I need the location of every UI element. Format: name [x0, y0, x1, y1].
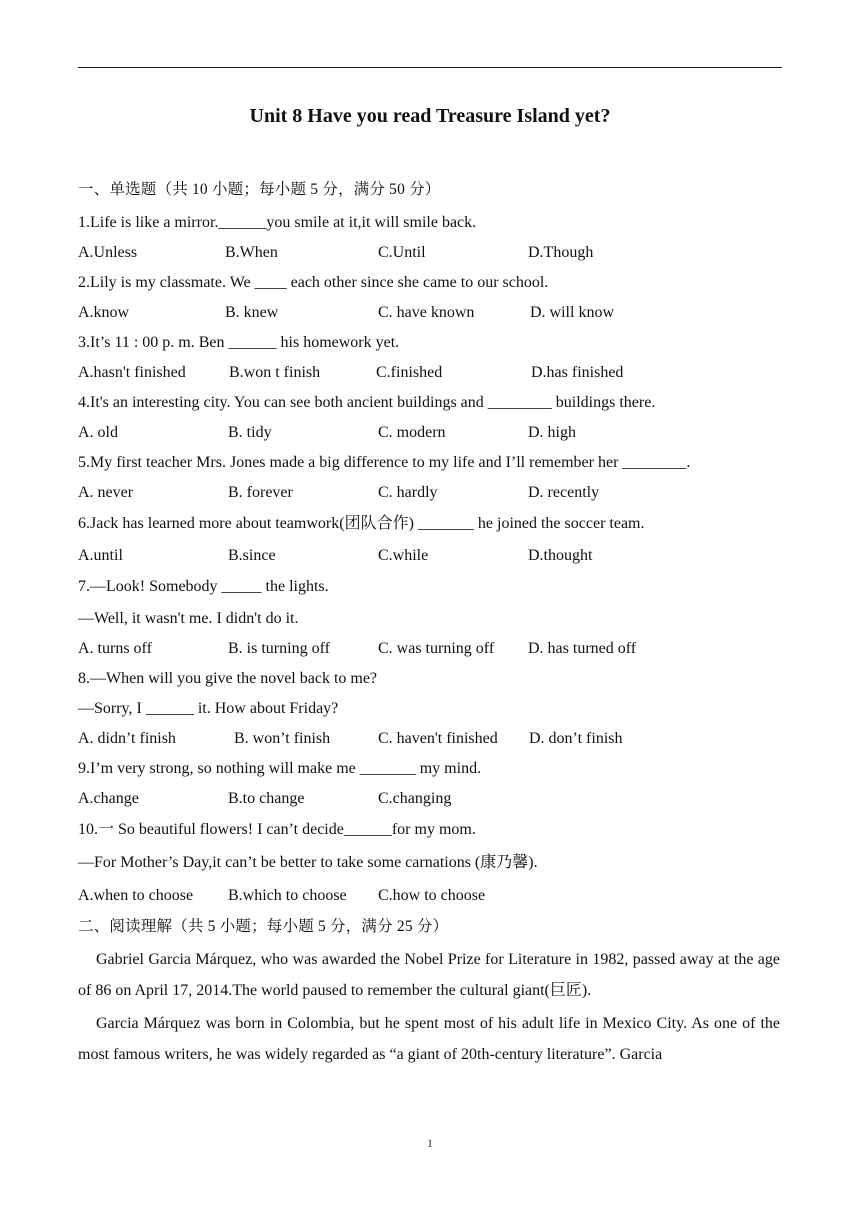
q2-option-a: A.know [78, 304, 130, 321]
question-8-response: —Sorry, I ______ it. How about Friday? [78, 700, 339, 717]
question-10-stem: 10.一 So beautiful flowers! I can’t decide______for my mom. [78, 821, 476, 838]
q10-option-c: C.how to choose [378, 887, 486, 904]
q7-option-c: C. was turning off [378, 640, 495, 657]
q8-option-d: D. don’t finish [529, 730, 623, 747]
q6-option-c: C.while [378, 547, 429, 564]
q5-option-c: C. hardly [378, 484, 438, 501]
question-6-stem: 6.Jack has learned more about teamwork(团队合作) _______ he joined the soccer team. [78, 515, 645, 532]
q8-option-c: C. haven't finished [378, 730, 498, 747]
q5-option-a: A. never [78, 484, 134, 501]
question-7-stem: 7.—Look! Somebody _____ the lights. [78, 578, 329, 595]
header-rule [78, 67, 782, 68]
q9-option-a: A.change [78, 790, 139, 807]
q9-option-b: B.to change [228, 790, 305, 807]
question-1-stem: 1.Life is like a mirror.______you smile at it,it will smile back. [78, 214, 477, 231]
q5-option-b: B. forever [228, 484, 293, 501]
q8-option-b: B. won’t finish [234, 730, 331, 747]
q10-option-b: B.which to choose [228, 887, 347, 904]
section-heading-single-choice: 一、单选题（共 10 小题；每小题 5 分，满分 50 分） [78, 181, 441, 198]
q8-option-a: A. didn’t finish [78, 730, 176, 747]
q4-option-c: C. modern [378, 424, 446, 441]
question-5-stem: 5.My first teacher Mrs. Jones made a big difference to my life and I’ll remember her ________. [78, 454, 691, 471]
q6-option-d: D.thought [528, 547, 593, 564]
q7-option-d: D. has turned off [528, 640, 637, 657]
q1-option-d: D.Though [528, 244, 594, 261]
q3-option-a: A.hasn't finished [78, 364, 186, 381]
q3-option-c: C.finished [376, 364, 443, 381]
question-2-stem: 2.Lily is my classmate. We ____ each other since she came to our school. [78, 274, 549, 291]
reading-paragraph-2: Garcia Márquez was born in Colombia, but he spent most of his adult life in Mexico City. As one of the most famous writers, he was widely regarded as “a giant of 20th-century literature”. Garcia [78, 1015, 780, 1063]
q4-option-b: B. tidy [228, 424, 272, 441]
q7-option-b: B. is turning off [228, 640, 330, 657]
question-8-stem: 8.—When will you give the novel back to me? [78, 670, 378, 687]
q1-option-b: B.When [225, 244, 278, 261]
question-7-response: —Well, it wasn't me. I didn't do it. [78, 610, 299, 627]
question-10-response: —For Mother’s Day,it can’t be better to take some carnations (康乃馨). [78, 854, 538, 871]
q7-option-a: A. turns off [78, 640, 152, 657]
q5-option-d: D. recently [528, 484, 600, 501]
question-4-stem: 4.It's an interesting city. You can see both ancient buildings and ________ buildings there. [78, 394, 656, 411]
section-heading-reading: 二、阅读理解（共 5 小题；每小题 5 分，满分 25 分） [78, 918, 449, 935]
reading-paragraph-1: Gabriel Garcia Márquez, who was awarded the Nobel Prize for Literature in 1982, passed away at the age of 86 on April 17, 2014.The world paused to remember the cultural giant(巨匠). [78, 951, 780, 999]
q10-option-a: A.when to choose [78, 887, 194, 904]
page-number: 1 [427, 1136, 433, 1150]
q3-option-b: B.won t finish [229, 364, 321, 381]
q2-option-b: B. knew [225, 304, 279, 321]
q9-option-c: C.changing [378, 790, 452, 807]
q6-option-a: A.until [78, 547, 123, 564]
question-3-stem: 3.It’s 11 : 00 p. m. Ben ______ his homework yet. [78, 334, 400, 351]
q4-option-a: A. old [78, 424, 118, 441]
q3-option-d: D.has finished [531, 364, 624, 381]
q1-option-c: C.Until [378, 244, 426, 261]
q6-option-b: B.since [228, 547, 276, 564]
question-9-stem: 9.I’m very strong, so nothing will make me _______ my mind. [78, 760, 482, 777]
q4-option-d: D. high [528, 424, 576, 441]
q2-option-c: C. have known [378, 304, 475, 321]
q1-option-a: A.Unless [78, 244, 138, 261]
q2-option-d: D. will know [530, 304, 614, 321]
page-title: Unit 8 Have you read Treasure Island yet? [249, 105, 611, 127]
